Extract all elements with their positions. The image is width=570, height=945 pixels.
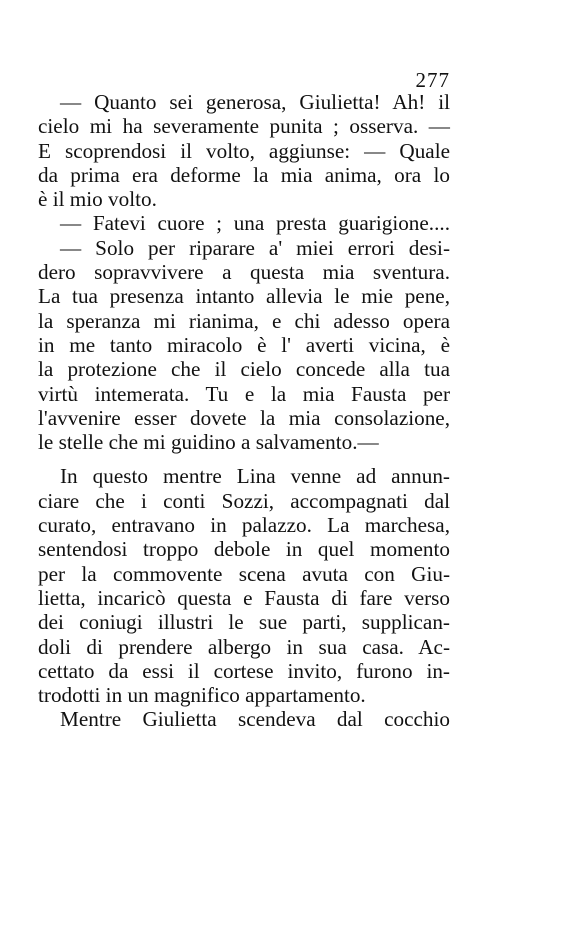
text-line: cettato da essi il cortese invito, furono in- bbox=[38, 658, 450, 683]
text-line: è il mio volto. bbox=[38, 187, 157, 212]
text-line: virtù intemerata. Tu e la mia Fausta per bbox=[38, 381, 450, 406]
text-line: la speranza mi rianima, e chi adesso opera bbox=[38, 308, 450, 333]
page-number: 277 bbox=[415, 68, 450, 92]
text-line: Mentre Giulietta scendeva dal cocchio bbox=[60, 707, 450, 732]
text-line: — Solo per riparare a' miei errori desi- bbox=[60, 235, 450, 260]
text-line: per la commovente scena avuta con Giu- bbox=[38, 561, 450, 586]
text-line: le stelle che mi guidino a salvamento.— bbox=[38, 430, 379, 455]
text-line: cielo mi ha severamente punita ; osserva. — bbox=[38, 114, 450, 139]
body-text bbox=[38, 90, 450, 732]
text-line: E scoprendosi il volto, aggiunse: — Quale bbox=[38, 138, 450, 163]
text-line: — Fatevi cuore ; una presta guarigione.... bbox=[60, 211, 450, 236]
text-line: — Quanto sei generosa, Giulietta! Ah! il bbox=[60, 90, 450, 114]
text-line: in me tanto miracolo è l' averti vicina, è bbox=[38, 332, 450, 357]
text-line: ciare che i conti Sozzi, accompagnati dal bbox=[38, 488, 450, 513]
text-line: da prima era deforme la mia anima, ora lo bbox=[38, 162, 450, 187]
text-line: dero sopravvivere a questa mia sventura. bbox=[38, 260, 450, 285]
text-line: In questo mentre Lina venne ad annun- bbox=[60, 464, 450, 489]
text-line: La tua presenza intanto allevia le mie pene, bbox=[38, 284, 450, 309]
text-line: doli di prendere albergo in sua casa. Ac- bbox=[38, 634, 450, 659]
text-line: dei coniugi illustri le sue parti, supplican- bbox=[38, 610, 450, 635]
text-line: trodotti in un magnifico appartamento. bbox=[38, 683, 366, 708]
text-line: sentendosi troppo debole in quel momento bbox=[38, 537, 450, 562]
text-line: lietta, incaricò questa e Fausta di fare verso bbox=[38, 585, 450, 610]
text-line: la protezione che il cielo concede alla tua bbox=[38, 357, 450, 382]
text-line: curato, entravano in palazzo. La marchesa, bbox=[38, 513, 450, 538]
text-line: l'avvenire esser dovete la mia consolazione, bbox=[38, 405, 450, 430]
